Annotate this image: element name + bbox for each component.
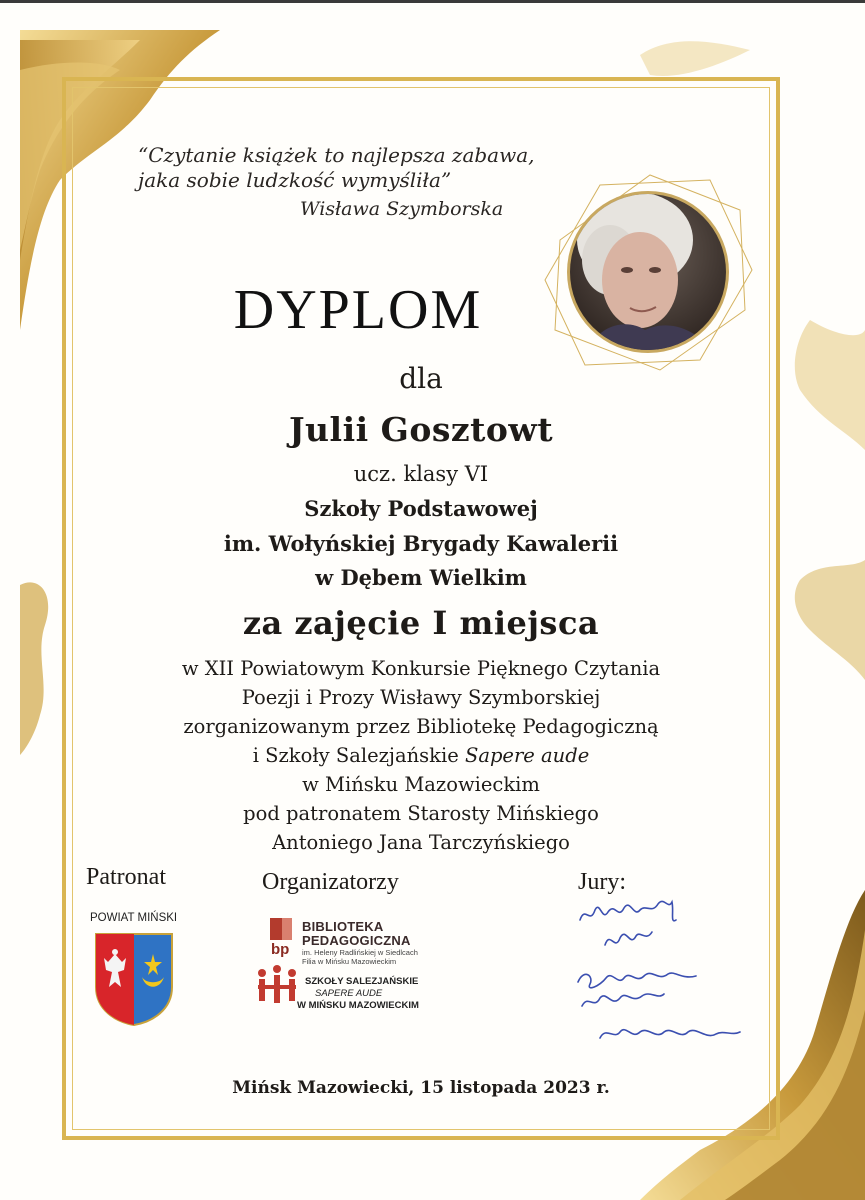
class-label: ucz. klasy VI xyxy=(353,462,489,486)
svg-text:bp: bp xyxy=(271,941,290,958)
biblioteka-logo-text xyxy=(302,920,418,966)
sapere-aude-italic: Sapere aude xyxy=(464,744,590,767)
description-line-1: w XII Powiatowym Konkursie Pięknego Czytania xyxy=(181,657,661,680)
jury-signatures xyxy=(560,890,780,1060)
biblioteka-sub-2: Filia w Mińsku Mazowieckim xyxy=(302,957,397,966)
quote-line-1: “Czytanie książek to najlepsza zabawa, xyxy=(138,143,535,167)
description-line-7: Antoniego Jana Tarczyńskiego xyxy=(272,831,570,854)
signature-3 xyxy=(578,973,696,988)
portrait xyxy=(540,170,755,375)
quote-author: Wisława Szymborska xyxy=(300,198,504,220)
description-line-3: zorganizowanym przez Bibliotekę Pedagogiczną xyxy=(183,715,659,738)
signature-5 xyxy=(600,1030,740,1038)
issue-date: Mińsk Mazowiecki, 15 listopada 2023 r. xyxy=(232,1078,610,1098)
biblioteka-sub-1: im. Heleny Radlińskiej w Siedlcach xyxy=(302,948,418,957)
description-line-6: pod patronatem Starosty Mińskiego xyxy=(243,802,599,825)
description-line-4 xyxy=(0,741,842,770)
signature-2 xyxy=(605,932,652,945)
scan-edge xyxy=(0,0,865,3)
quote xyxy=(138,143,558,193)
salezjanie-logo-icon xyxy=(254,963,300,1009)
gold-fleck-top-right xyxy=(640,35,750,80)
biblioteka-line-2: PEDAGOGICZNA xyxy=(302,933,411,948)
description-line-2: Poezji i Prozy Wisławy Szymborskiej xyxy=(241,686,601,709)
jury-heading: Jury: xyxy=(578,869,626,895)
school-line-3: w Dębem Wielkim xyxy=(315,565,527,590)
biblioteka-line-1: BIBLIOTEKA xyxy=(302,919,384,934)
dla-label: dla xyxy=(399,362,443,395)
patronat-heading: Patronat xyxy=(86,864,166,890)
signature-1 xyxy=(580,901,676,920)
salezjanie-line-2: SAPERE AUDE xyxy=(315,988,383,999)
school-line-1: Szkoły Podstawowej xyxy=(304,496,538,521)
description xyxy=(0,654,842,857)
description-line-4-prefix: i Szkoły Salezjańskie xyxy=(252,744,465,767)
school-line-2: im. Wołyńskiej Brygady Kawalerii xyxy=(223,531,619,556)
salezjanie-line-1: SZKOŁY SALEZJAŃSKIE xyxy=(305,976,419,987)
organizatorzy-heading: Organizatorzy xyxy=(262,869,399,895)
recipient-name: Julii Gosztowt xyxy=(288,410,554,449)
biblioteka-logo-icon xyxy=(268,916,296,958)
coat-of-arms-icon xyxy=(94,932,174,1026)
diploma-title: DYPLOM xyxy=(233,279,483,341)
quote-line-2: jaka sobie ludzkość wymyśliła” xyxy=(138,168,452,192)
award-text: za zajęcie I miejsca xyxy=(242,604,600,642)
powiat-label: POWIAT MIŃSKI xyxy=(90,912,178,924)
salezjanie-line-3: W MIŃSKU MAZOWIECKIM xyxy=(297,1000,419,1011)
signature-4 xyxy=(582,994,664,1006)
salezjanie-logo-text xyxy=(297,976,419,1012)
description-line-5: w Mińsku Mazowieckim xyxy=(302,773,540,796)
